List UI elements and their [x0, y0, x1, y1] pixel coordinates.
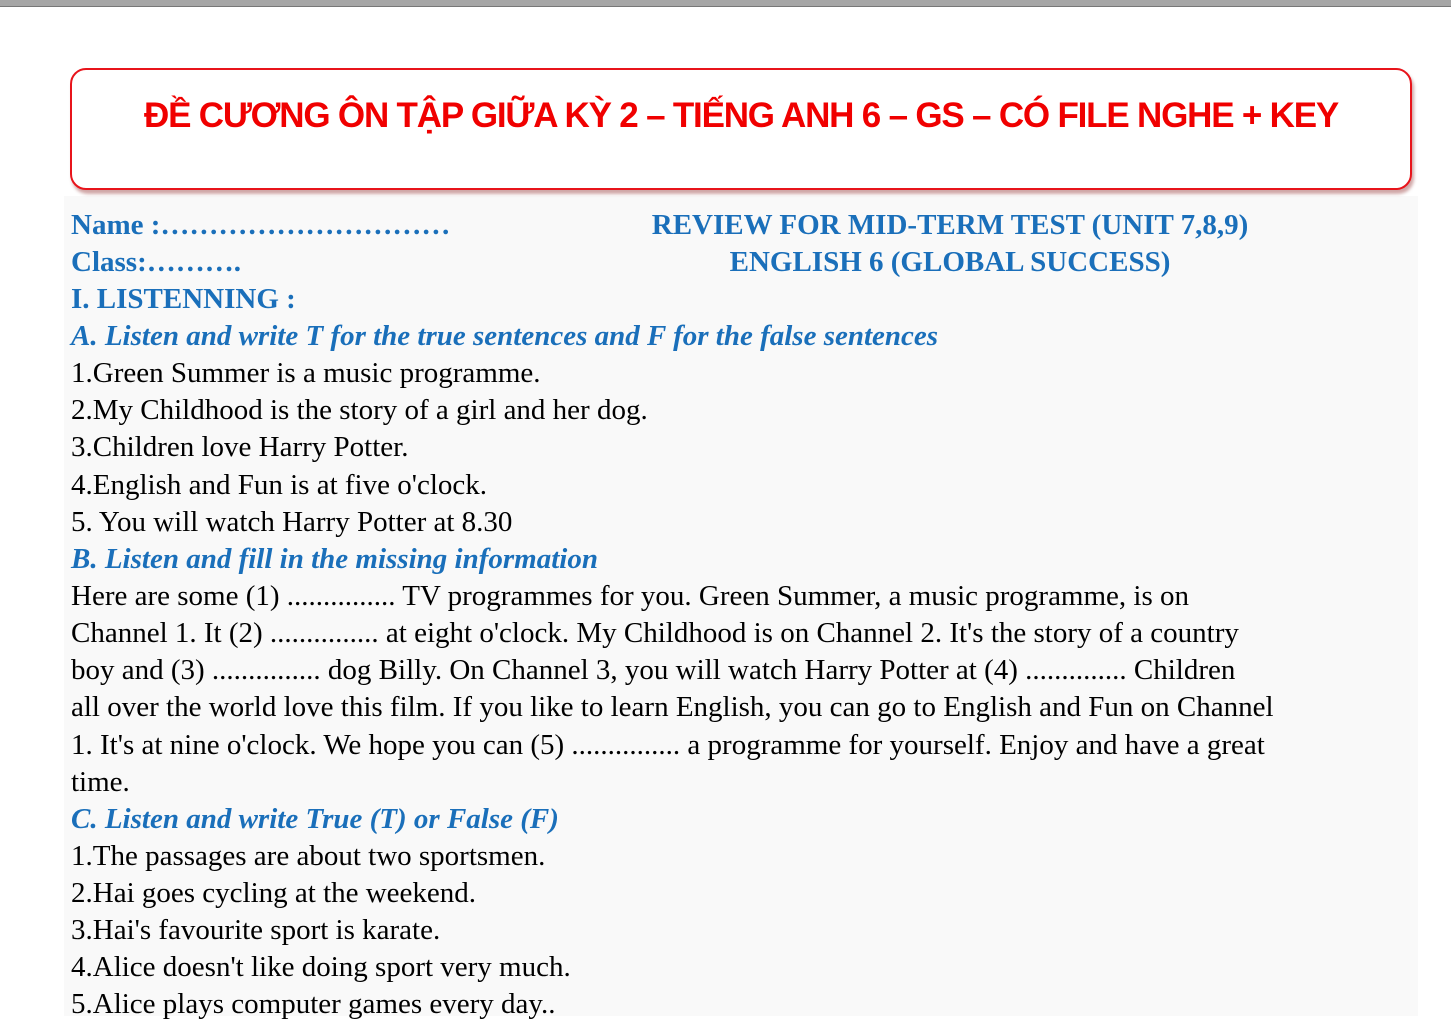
- part-c-item: 1.The passages are about two sportsmen.: [71, 840, 546, 872]
- part-a-heading: A. Listen and write T for the true sentences and F for the false sentences: [71, 320, 939, 352]
- part-a-item: 1.Green Summer is a music programme.: [71, 357, 541, 389]
- part-b-line: time.: [71, 766, 130, 798]
- part-b-heading: B. Listen and fill in the missing information: [71, 543, 598, 575]
- part-a-item: 4.English and Fun is at five o'clock.: [71, 469, 487, 501]
- part-b-line: Here are some (1) ............... TV programmes for you. Green Summer, a music programme, is on: [71, 580, 1190, 612]
- part-a-item: 2.My Childhood is the story of a girl and her dog.: [71, 394, 648, 426]
- part-a-item: 5. You will watch Harry Potter at 8.30: [71, 506, 513, 538]
- part-a-item: 3.Children love Harry Potter.: [71, 431, 409, 463]
- part-b-line: 1. It's at nine o'clock. We hope you can (5) ............... a programme for yourself. Enjoy and have a great: [71, 729, 1265, 761]
- part-b-line: all over the world love this film. If you like to learn English, you can go to English and Fun on Channel: [71, 691, 1274, 723]
- name-field: Name :…………………………: [71, 209, 451, 241]
- part-c-item: 3.Hai's favourite sport is karate.: [71, 914, 441, 946]
- review-heading: REVIEW FOR MID-TERM TEST (UNIT 7,8,9): [651, 209, 1249, 241]
- part-c-item: 4.Alice doesn't like doing sport very much.: [71, 951, 571, 983]
- part-c-item: 5.Alice plays computer games every day..: [71, 988, 556, 1020]
- part-b-line: boy and (3) ............... dog Billy. On Channel 3, you will watch Harry Potter at (4) .............. Children: [71, 654, 1236, 686]
- viewer-top-bar: [0, 0, 1451, 7]
- title-box: [70, 68, 1412, 190]
- part-c-item: 2.Hai goes cycling at the weekend.: [71, 877, 477, 909]
- part-b-line: Channel 1. It (2) ............... at eight o'clock. My Childhood is on Channel 2. It's the story of a country: [71, 617, 1239, 649]
- part-c-heading: C. Listen and write True (T) or False (F): [71, 803, 559, 835]
- class-field: Class:……….: [71, 246, 241, 278]
- document-title: ĐỀ CƯƠNG ÔN TẬP GIỮA KỲ 2 – TIẾNG ANH 6 – GS – CÓ FILE NGHE + KEY: [144, 96, 1338, 135]
- section-heading: I. LISTENNING :: [71, 283, 296, 315]
- course-heading: ENGLISH 6 (GLOBAL SUCCESS): [729, 246, 1171, 278]
